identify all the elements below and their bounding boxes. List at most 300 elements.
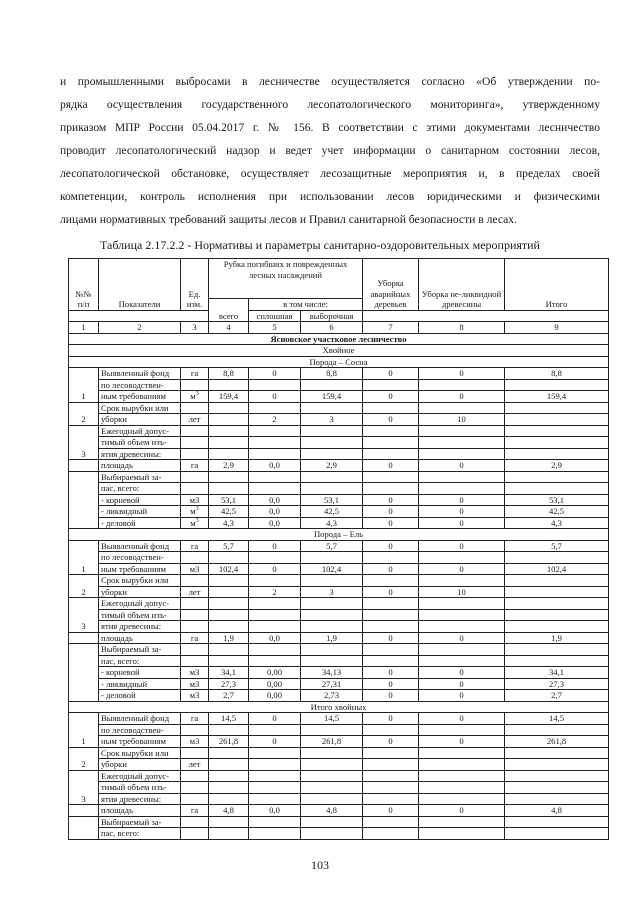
value-cell: 0 — [363, 678, 419, 690]
indicator-label: Выбираемый за- — [99, 471, 181, 483]
header-incl: в том числе: — [249, 299, 363, 311]
empty-cell — [181, 437, 209, 449]
empty-cell — [181, 793, 209, 805]
empty-cell — [209, 609, 249, 621]
table-row — [69, 759, 609, 771]
table-row — [69, 644, 609, 656]
empty-cell — [419, 448, 505, 460]
value-cell: 261,8 — [505, 736, 609, 748]
empty-cell — [363, 402, 419, 414]
unit-cell: га — [181, 632, 209, 644]
value-cell: 4,8 — [301, 805, 363, 817]
page-number: 103 — [311, 858, 329, 872]
empty-cell — [505, 402, 609, 414]
paragraph-line: и промышленными выбросами в лесничестве осуществляется согласно «Об утверждении по- — [60, 75, 600, 88]
column-numbers-row — [69, 322, 609, 334]
row-number: 2 — [69, 402, 99, 425]
value-cell: 0,0 — [249, 632, 301, 644]
section-row — [69, 356, 609, 368]
indicator-label: ным требованиям — [99, 391, 181, 403]
empty-cell — [249, 425, 301, 437]
empty-cell — [181, 483, 209, 495]
unit-cell: га — [181, 460, 209, 472]
value-cell: 0 — [419, 540, 505, 552]
unit-sup: 3 — [195, 517, 199, 524]
header-selective: выборочная — [301, 310, 363, 322]
table-row — [69, 575, 609, 587]
empty-cell — [419, 759, 505, 771]
empty-cell — [249, 471, 301, 483]
empty-cell — [363, 782, 419, 794]
indicator-label: ятия древесины: — [99, 621, 181, 633]
table-row — [69, 471, 609, 483]
empty-cell — [301, 379, 363, 391]
indicator-label: площадь — [99, 632, 181, 644]
paragraph-line: проводит лесопатологический надзор и ведет учет информации о санитарном состоянии лесов, — [60, 144, 600, 157]
value-cell — [209, 414, 249, 426]
value-cell: 34,1 — [505, 667, 609, 679]
empty-cell — [301, 816, 363, 828]
empty-cell — [363, 471, 419, 483]
empty-cell — [301, 425, 363, 437]
value-cell: 1,9 — [505, 632, 609, 644]
value-cell: 159,4 — [505, 391, 609, 403]
table-caption: Таблица 2.17.2.2 - Нормативы и параметры санитарно-оздоровительных мероприятий — [100, 238, 540, 252]
row-number: 3 — [69, 598, 99, 633]
empty-cell — [419, 724, 505, 736]
table-row — [69, 517, 609, 529]
table-row — [69, 563, 609, 575]
indicator-label: Срок вырубки или — [99, 402, 181, 414]
unit-cell — [181, 391, 209, 403]
value-cell: 0 — [249, 563, 301, 575]
value-cell: 0 — [419, 517, 505, 529]
value-cell: 159,4 — [301, 391, 363, 403]
col-number: 6 — [301, 322, 363, 334]
value-cell: 0,00 — [249, 678, 301, 690]
value-cell: 3 — [301, 414, 363, 426]
empty-cell — [249, 552, 301, 564]
header-unit: Ед. изм. — [181, 259, 209, 311]
value-cell — [209, 586, 249, 598]
value-cell: 2,7 — [209, 690, 249, 702]
value-cell: 0 — [419, 713, 505, 725]
value-cell: 2,9 — [301, 460, 363, 472]
value-cell: 0 — [249, 391, 301, 403]
value-cell: 2,73 — [301, 690, 363, 702]
value-cell: 0 — [419, 678, 505, 690]
unit-cell: м3 — [181, 690, 209, 702]
value-cell: 2 — [249, 586, 301, 598]
empty-cell — [419, 816, 505, 828]
empty-cell — [505, 471, 609, 483]
indicator-label: - деловой — [99, 517, 181, 529]
value-cell: 1,9 — [301, 632, 363, 644]
paragraph-line: лицами нормативных требований защиты лесов и Правил санитарной безопасности в лесах. — [60, 213, 517, 226]
empty-cell — [363, 552, 419, 564]
value-cell: 0,0 — [249, 494, 301, 506]
empty-cell — [181, 655, 209, 667]
value-cell: 0,0 — [249, 506, 301, 518]
table-row — [69, 736, 609, 748]
empty-cell — [419, 621, 505, 633]
body-paragraph — [60, 70, 600, 231]
table-row — [69, 782, 609, 794]
empty-cell — [249, 437, 301, 449]
indicator-label: Срок вырубки или — [99, 747, 181, 759]
col-number: 5 — [249, 322, 301, 334]
empty-cell — [249, 575, 301, 587]
table-row — [69, 460, 609, 472]
empty-cell — [363, 816, 419, 828]
row-number: 2 — [69, 747, 99, 770]
value-cell: 0 — [249, 368, 301, 380]
indicator-label: тимый объем изъ- — [99, 437, 181, 449]
indicator-label: Ежегодный допус- — [99, 770, 181, 782]
unit-cell: м3 — [181, 563, 209, 575]
empty-cell — [249, 609, 301, 621]
unit-cell: лет — [181, 414, 209, 426]
value-cell: 53,1 — [505, 494, 609, 506]
empty-cell — [363, 437, 419, 449]
col-number: 3 — [181, 322, 209, 334]
indicator-label: уборки — [99, 414, 181, 426]
table-row — [69, 828, 609, 840]
row-number: 1 — [69, 540, 99, 575]
empty-cell — [505, 609, 609, 621]
section-pine: Порода – Сосна — [69, 356, 609, 368]
row-number: 3 — [69, 425, 99, 460]
col-number: 1 — [69, 322, 99, 334]
value-cell: 42,5 — [301, 506, 363, 518]
value-cell: 0 — [363, 540, 419, 552]
section-row-label: Порода – Ель — [69, 529, 609, 541]
value-cell: 0 — [419, 563, 505, 575]
empty-cell — [301, 402, 363, 414]
indicator-label: ным требованиям — [99, 736, 181, 748]
empty-cell — [505, 575, 609, 587]
empty-cell — [363, 828, 419, 840]
header-row — [69, 259, 609, 299]
unit-cell: га — [181, 540, 209, 552]
table-row — [69, 506, 609, 518]
value-cell: 5,7 — [301, 540, 363, 552]
col-number: 2 — [99, 322, 181, 334]
section-row — [69, 333, 609, 345]
empty-cell — [301, 724, 363, 736]
section-forestry: Ясновское участковое лесничество — [69, 333, 609, 345]
empty-cell — [505, 770, 609, 782]
empty-cell — [69, 460, 99, 472]
indicator-label: Ежегодный допус- — [99, 425, 181, 437]
value-cell: 102,4 — [505, 563, 609, 575]
empty-cell — [209, 644, 249, 656]
table-row — [69, 552, 609, 564]
value-cell: 0 — [419, 736, 505, 748]
value-cell: 0 — [249, 736, 301, 748]
unit-sup: 3 — [195, 391, 199, 398]
value-cell: 0 — [419, 391, 505, 403]
value-cell: 4,8 — [209, 805, 249, 817]
value-cell: 0,00 — [249, 667, 301, 679]
empty-cell — [249, 782, 301, 794]
unit-cell: м3 — [181, 678, 209, 690]
indicator-label: уборки — [99, 586, 181, 598]
value-cell: 0 — [363, 563, 419, 575]
table-row — [69, 667, 609, 679]
empty-cell — [419, 483, 505, 495]
empty-cell — [181, 402, 209, 414]
table-row — [69, 724, 609, 736]
indicator-label: площадь — [99, 805, 181, 817]
empty-cell — [249, 724, 301, 736]
empty-cell — [419, 379, 505, 391]
empty-cell — [249, 655, 301, 667]
section-conif: Хвойное — [69, 345, 609, 357]
header-subrow — [69, 310, 609, 322]
empty-cell — [363, 425, 419, 437]
indicator-label: тимый объем изъ- — [99, 782, 181, 794]
empty-cell — [209, 402, 249, 414]
empty-cell — [363, 621, 419, 633]
empty-cell — [181, 782, 209, 794]
value-cell: 159,4 — [209, 391, 249, 403]
value-cell: 0 — [363, 414, 419, 426]
empty-cell — [419, 425, 505, 437]
empty-cell — [249, 747, 301, 759]
indicator-label: тимый объем изъ- — [99, 609, 181, 621]
header-indicator: Показатели — [99, 259, 181, 311]
empty-cell — [209, 379, 249, 391]
empty-cell — [249, 644, 301, 656]
unit-sup: 3 — [195, 506, 199, 513]
empty-cell — [301, 747, 363, 759]
paragraph-line: рядка осуществления государственного лесопатологического мониторинга», утвержденному — [60, 98, 600, 111]
empty-cell — [363, 598, 419, 610]
empty-cell — [209, 437, 249, 449]
value-cell: 3 — [301, 586, 363, 598]
empty-cell — [209, 770, 249, 782]
value-cell: 5,7 — [505, 540, 609, 552]
value-cell: 0 — [419, 805, 505, 817]
empty-cell — [301, 759, 363, 771]
value-cell: 0 — [363, 517, 419, 529]
col-number: 7 — [363, 322, 419, 334]
empty-cell — [249, 828, 301, 840]
empty-cell — [181, 448, 209, 460]
value-cell: 2 — [249, 414, 301, 426]
value-cell: 27,3 — [209, 678, 249, 690]
empty-cell — [209, 425, 249, 437]
unit-cell: лет — [181, 759, 209, 771]
empty-cell — [505, 816, 609, 828]
empty-cell — [301, 782, 363, 794]
empty-cell — [181, 770, 209, 782]
table-row — [69, 494, 609, 506]
empty-cell — [363, 609, 419, 621]
empty-cell — [69, 805, 99, 817]
header-clear: сплошная — [249, 310, 301, 322]
empty-cell — [249, 759, 301, 771]
empty-cell — [363, 644, 419, 656]
empty-cell — [181, 621, 209, 633]
empty-cell — [505, 448, 609, 460]
empty-cell — [419, 644, 505, 656]
empty-cell — [209, 724, 249, 736]
value-cell: 2,9 — [505, 460, 609, 472]
empty-cell — [505, 655, 609, 667]
empty-cell — [69, 816, 99, 839]
unit-cell: м3 — [181, 736, 209, 748]
empty-cell — [419, 575, 505, 587]
empty-cell — [363, 575, 419, 587]
indicator-label: Выявленный фонд — [99, 713, 181, 725]
unit-m: м — [190, 517, 196, 528]
empty-cell — [209, 782, 249, 794]
indicator-label: Ежегодный допус- — [99, 598, 181, 610]
indicator-label: - ликвидный — [99, 678, 181, 690]
unit-m: м — [190, 506, 196, 516]
value-cell: 261,8 — [209, 736, 249, 748]
empty-cell — [505, 552, 609, 564]
empty-cell — [249, 816, 301, 828]
empty-cell — [419, 655, 505, 667]
value-cell: 0 — [419, 506, 505, 518]
table-row — [69, 437, 609, 449]
indicator-label: пас, всего: — [99, 655, 181, 667]
value-cell: 4,3 — [301, 517, 363, 529]
paragraph-line: лесопатологической обстановке, осуществляет лесозащитные мероприятия и, в пределах своей — [60, 167, 600, 180]
value-cell: 0 — [363, 713, 419, 725]
empty-cell — [209, 483, 249, 495]
indicator-label: - корневой — [99, 494, 181, 506]
empty-cell — [419, 471, 505, 483]
empty-cell — [505, 828, 609, 840]
empty-cell — [69, 644, 99, 702]
table-row — [69, 529, 609, 541]
table-row — [69, 770, 609, 782]
indicator-label: по лесоводствен- — [99, 379, 181, 391]
table-row — [69, 448, 609, 460]
value-cell: 0 — [363, 805, 419, 817]
empty-cell — [181, 747, 209, 759]
empty-cell — [419, 609, 505, 621]
empty-cell — [301, 770, 363, 782]
value-cell: 0 — [419, 667, 505, 679]
empty-cell — [209, 655, 249, 667]
table-row — [69, 655, 609, 667]
table-row — [69, 632, 609, 644]
indicator-label: ным требованиям — [99, 563, 181, 575]
empty-cell — [209, 621, 249, 633]
empty-cell — [301, 437, 363, 449]
indicator-label: Выбираемый за- — [99, 644, 181, 656]
paragraph-line: приказом МПР России 05.04.2017 г. № 156. В соответствии с этими документами лесничество — [60, 121, 600, 134]
value-cell: 8,8 — [301, 368, 363, 380]
empty-cell — [363, 747, 419, 759]
empty-cell — [505, 782, 609, 794]
empty-cell — [505, 598, 609, 610]
empty-cell — [301, 621, 363, 633]
value-cell: 102,4 — [209, 563, 249, 575]
indicator-label: Выбираемый за- — [99, 816, 181, 828]
indicator-label: - деловой — [99, 690, 181, 702]
value-cell: 0,0 — [249, 805, 301, 817]
empty-cell — [505, 621, 609, 633]
empty-cell — [249, 770, 301, 782]
indicator-label: - корневой — [99, 667, 181, 679]
value-cell: 0 — [419, 368, 505, 380]
value-cell: 1,9 — [209, 632, 249, 644]
value-cell: 0 — [363, 667, 419, 679]
value-cell: 27,31 — [301, 678, 363, 690]
value-cell: 0 — [363, 506, 419, 518]
value-cell: 0 — [419, 632, 505, 644]
value-cell: 0 — [363, 460, 419, 472]
indicator-label: ятия древесины: — [99, 793, 181, 805]
table-row — [69, 540, 609, 552]
empty-cell — [363, 770, 419, 782]
value-cell: 14,5 — [209, 713, 249, 725]
indicator-label: уборки — [99, 759, 181, 771]
empty-cell — [209, 793, 249, 805]
table-row — [69, 586, 609, 598]
table-row — [69, 609, 609, 621]
col-number: 8 — [419, 322, 505, 334]
col-number: 9 — [505, 322, 609, 334]
empty-cell — [363, 655, 419, 667]
empty-cell — [181, 598, 209, 610]
row-number: 3 — [69, 770, 99, 805]
table-row — [69, 391, 609, 403]
empty-cell — [301, 448, 363, 460]
empty-cell — [505, 724, 609, 736]
empty-cell — [249, 483, 301, 495]
empty-cell — [181, 609, 209, 621]
value-cell: 0 — [419, 460, 505, 472]
indicator-label: пас, всего: — [99, 483, 181, 495]
unit-cell: лет — [181, 586, 209, 598]
empty-cell — [209, 828, 249, 840]
table-row — [69, 379, 609, 391]
value-cell: 0 — [363, 586, 419, 598]
empty-cell — [505, 437, 609, 449]
table-row — [69, 414, 609, 426]
value-cell — [505, 586, 609, 598]
empty-cell — [505, 379, 609, 391]
value-cell: 8,8 — [209, 368, 249, 380]
value-cell: 53,1 — [301, 494, 363, 506]
empty-cell — [209, 598, 249, 610]
value-cell: 42,5 — [505, 506, 609, 518]
value-cell — [505, 414, 609, 426]
col-number: 4 — [209, 322, 249, 334]
unit-cell: га — [181, 368, 209, 380]
empty-cell — [209, 816, 249, 828]
indicator-label: - ликвидный — [99, 506, 181, 518]
empty-cell — [363, 759, 419, 771]
empty-cell — [301, 483, 363, 495]
value-cell: 4,3 — [505, 517, 609, 529]
empty-cell — [69, 632, 99, 644]
empty-cell — [181, 644, 209, 656]
indicator-label: Выявленный фонд — [99, 540, 181, 552]
value-cell: 10 — [419, 586, 505, 598]
empty-cell — [419, 747, 505, 759]
empty-cell — [181, 828, 209, 840]
table-row — [69, 816, 609, 828]
section-row-label: Итого хвойных — [69, 701, 609, 713]
